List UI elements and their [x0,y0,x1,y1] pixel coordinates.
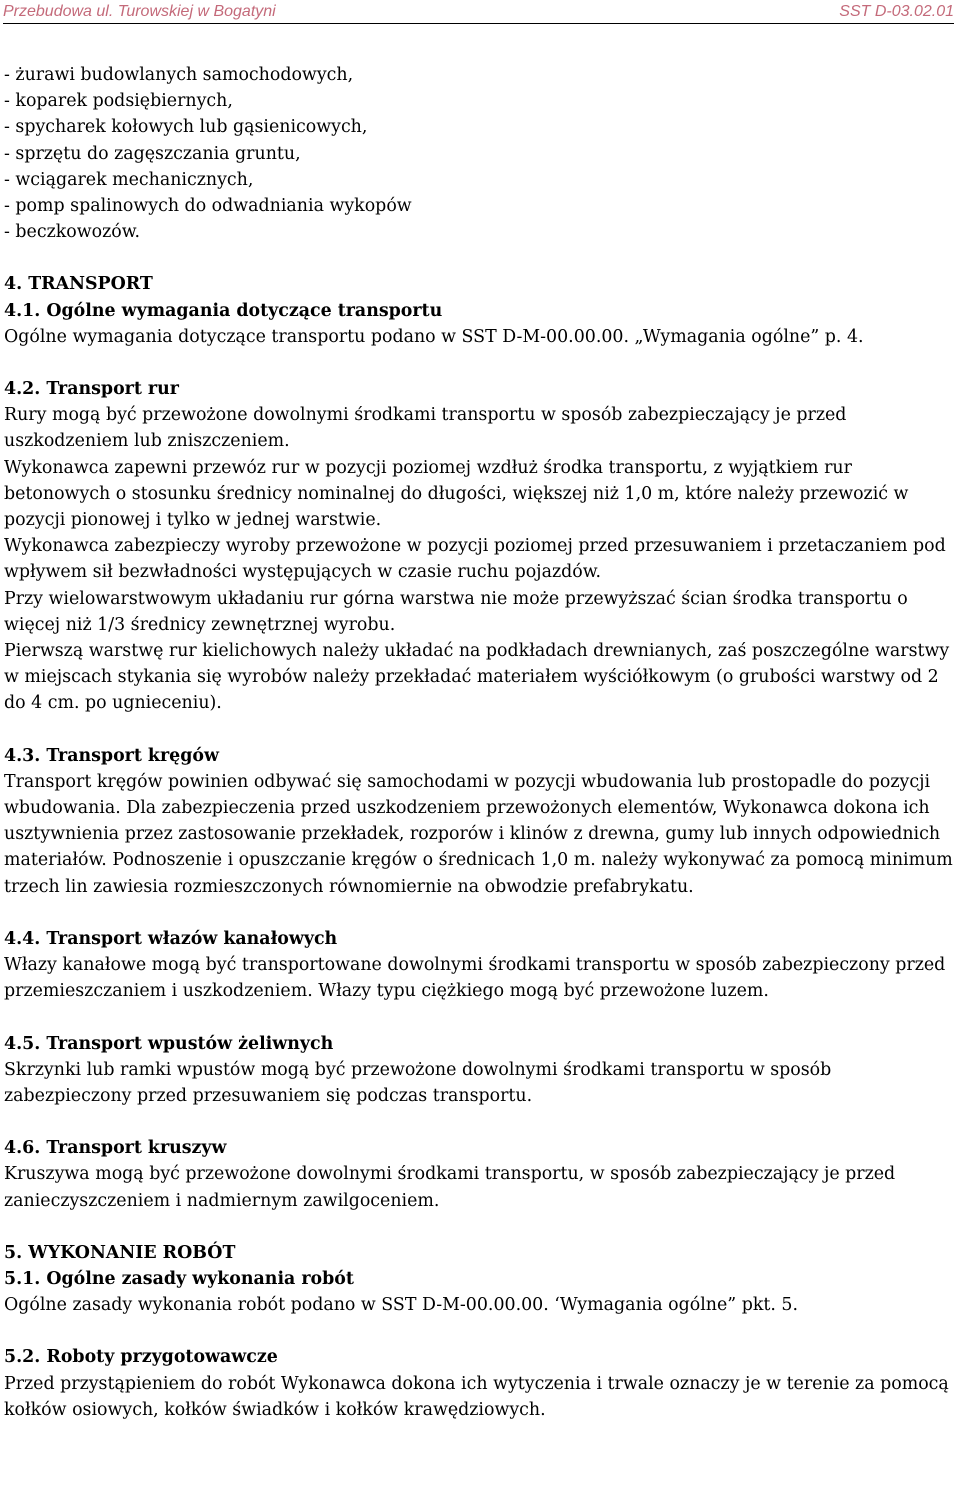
section-heading-transport: 4. TRANSPORT [4,274,153,295]
header-spec-code: SST D-03.02.01 [839,3,954,20]
paragraph: Ogólne wymagania dotyczące transportu podano w SST D-M-00.00.00. „Wymagania ogólne” p. 4. [4,326,864,347]
paragraph: Pierwszą warstwę rur kielichowych należy układać na podkładach drewnianych, zaś poszczególne warstwy w miejscach stykania się wyrobów należy przekładać materiałem wyściółkowym (o grubości warstwy od 2 do 4 cm. po ugnieceniu). [4,641,950,714]
subsection-heading-4-1: 4.1. Ogólne wymagania dotyczące transportu [4,300,443,321]
subsection-heading-4-6: 4.6. Transport kruszyw [4,1138,227,1159]
paragraph: Przy wielowarstwowym układaniu rur górna warstwa nie może przewyższać ścian środka transportu o więcej niż 1/3 średnicy zewnętrznej wyrobu. [4,588,908,635]
paragraph: Rury mogą być przewożone dowolnymi środkami transportu w sposób zabezpieczający je przed uszkodzeniem lub zniszczeniem. [4,405,847,452]
document-body [4,62,956,1423]
paragraph: Wykonawca zapewni przewóz rur w pozycji poziomej wzdłuż środka transportu, z wyjątkiem rur betonowych o stosunku średnicy nominalnej do długości, większej niż 1,0 m, które należy przewozić w pozycji pionowej i tylko w jednej warstwie. [4,457,909,531]
subsection-heading-5-2: 5.2. Roboty przygotowawcze [4,1347,278,1368]
paragraph: Transport kręgów powinien odbywać się samochodami w pozycji wbudowania lub prostopadle do pozycji wbudowania. Dla zabezpieczenia przed uszkodzeniem przewożonych elementów, Wykonawca dokona ich usztywnienia przez zastosowanie przekładek, rozporów i klinów z drewna, gumy lub innych odpowiednich materiałów. Podnoszenie i opuszczanie kręgów o średnicach 1,0 m. należy wykonywać za pomocą minimum trzech lin zawiesia rozmieszczonych równomiernie na obwodzie prefabrykatu. [4,771,953,897]
list-item: - wciągarek mechanicznych, [4,169,254,190]
list-item: - sprzętu do zagęszczania gruntu, [4,143,301,164]
list-item: - pomp spalinowych do odwadniania wykopów [4,196,412,217]
paragraph: Skrzynki lub ramki wpustów mogą być przewożone dowolnymi środkami transportu w sposób zabezpieczony przed przesuwaniem się podczas transportu. [4,1059,832,1106]
paragraph: Kruszywa mogą być przewożone dowolnymi środkami transportu, w sposób zabezpieczający je przed zanieczyszczeniem i nadmiernym zawilgoceniem. [4,1164,896,1211]
section-heading-wykonanie-robot: 5. WYKONANIE ROBÓT [4,1242,236,1263]
paragraph: Włazy kanałowe mogą być transportowane dowolnymi środkami transportu w sposób zabezpieczony przed przemieszczaniem i uszkodzeniem. Włazy typu ciężkiego mogą być przewożone luzem. [4,955,946,1002]
paragraph: Wykonawca zabezpieczy wyroby przewożone w pozycji poziomej przed przesuwaniem i przetaczaniem pod wpływem sił bezwładności występujących w czasie ruchu pojazdów. [4,536,946,583]
list-item: - spycharek kołowych lub gąsienicowych, [4,117,368,138]
list-item: - beczkowozów. [4,222,141,243]
subsection-heading-5-1: 5.1. Ogólne zasady wykonania robót [4,1268,354,1289]
subsection-heading-4-4: 4.4. Transport włazów kanałowych [4,928,338,949]
paragraph: Przed przystąpieniem do robót Wykonawca dokona ich wytyczenia i trwale oznaczy je w terenie za pomocą kołków osiowych, kołków świadków i kołków krawędziowych. [4,1373,949,1420]
header-title: Przebudowa ul. Turowskiej w Bogatyni [3,3,276,20]
list-item: - żurawi budowlanych samochodowych, [4,65,354,85]
subsection-heading-4-5: 4.5. Transport wpustów żeliwnych [4,1033,334,1054]
list-item: - koparek podsiębiernych, [4,91,233,112]
equipment-list [4,62,956,245]
page-header [3,0,954,24]
paragraph: Ogólne zasady wykonania robót podano w SST D-M-00.00.00. ‘Wymagania ogólne” pkt. 5. [4,1295,798,1316]
subsection-heading-4-2: 4.2. Transport rur [4,379,179,400]
subsection-heading-4-3: 4.3. Transport kręgów [4,745,219,766]
